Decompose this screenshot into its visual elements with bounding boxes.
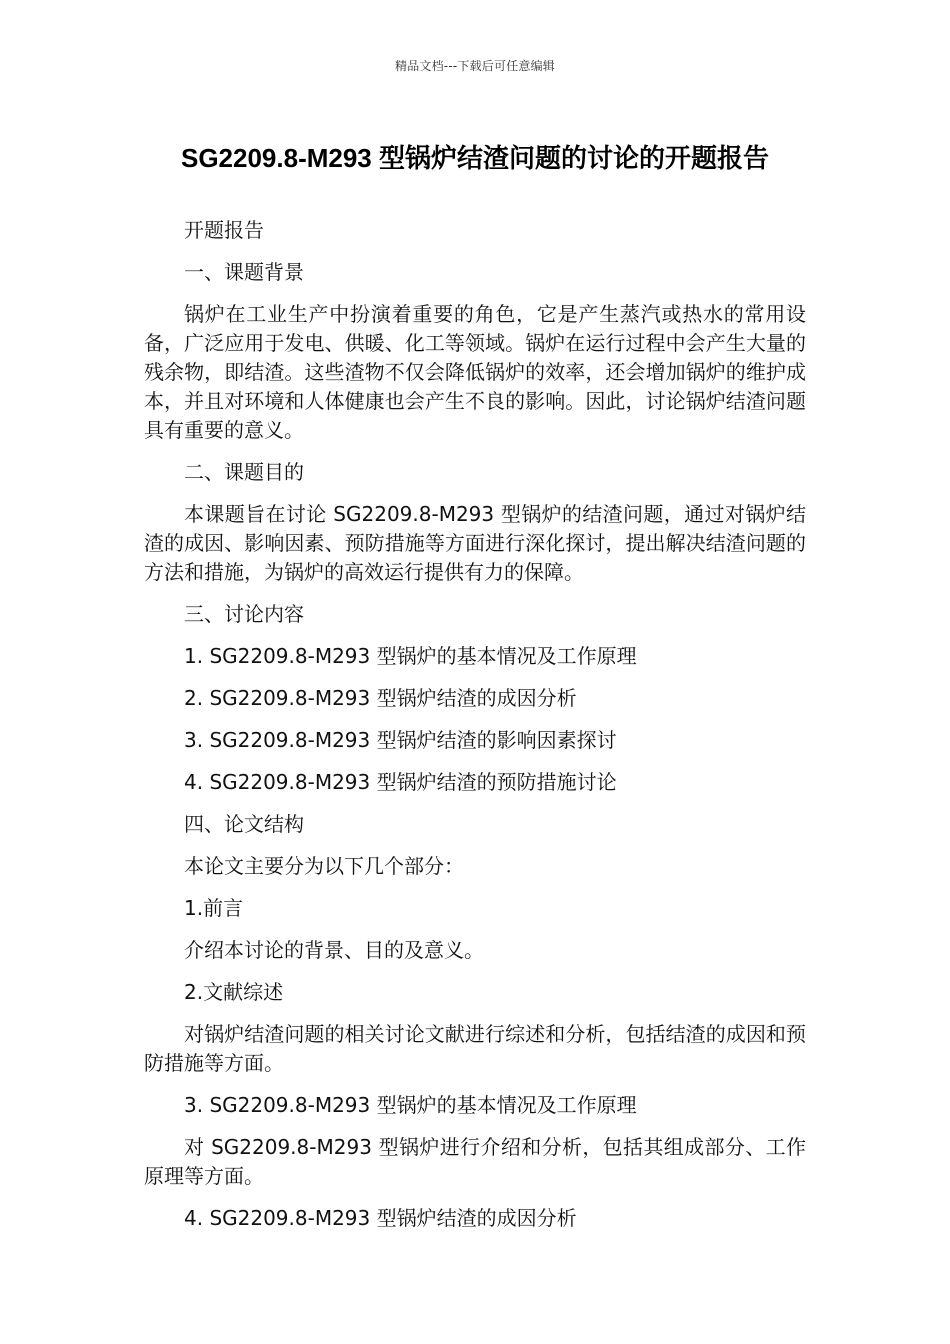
paragraph-basics: 对 SG2209.8-M293 型锅炉进行介绍和分析，包括其组成部分、工作原理等方面。: [144, 1135, 806, 1188]
section-heading-purpose: 二、课题目的: [184, 460, 304, 484]
document-body: [144, 216, 806, 1246]
structure-item-literature: 2.文献综述: [184, 980, 284, 1004]
content-item-3: 3. SG2209.8-M293 型锅炉结渣的影响因素探讨: [184, 728, 617, 752]
header-note: 精品文档---下载后可任意编辑: [395, 59, 555, 73]
content-item-2: 2. SG2209.8-M293 型锅炉结渣的成因分析: [184, 686, 577, 710]
paragraph-background: 锅炉在工业生产中扮演着重要的角色，它是产生蒸汽或热水的常用设备，广泛应用于发电、供暖、化工等领域。锅炉在运行过程中会产生大量的残余物，即结渣。这些渣物不仅会降低锅炉的效率，还会增加锅炉的维护成本，并且对环境和人体健康也会产生不良的影响。因此，讨论锅炉结渣问题具有重要的意义。: [144, 302, 806, 442]
heading-report: 开题报告: [184, 218, 264, 242]
content-item-1: 1. SG2209.8-M293 型锅炉的基本情况及工作原理: [184, 644, 637, 668]
structure-item-basics: 3. SG2209.8-M293 型锅炉的基本情况及工作原理: [184, 1093, 637, 1117]
section-heading-structure: 四、论文结构: [184, 812, 304, 836]
paragraph-purpose: 本课题旨在讨论 SG2209.8-M293 型锅炉的结渣问题，通过对锅炉结渣的成因、影响因素、预防措施等方面进行深化探讨，提出解决结渣问题的方法和措施，为锅炉的高效运行提供有力的保障。: [144, 502, 806, 584]
content-item-4: 4. SG2209.8-M293 型锅炉结渣的预防措施讨论: [184, 770, 617, 794]
paragraph-preface: 介绍本讨论的背景、目的及意义。: [184, 938, 484, 962]
structure-item-preface: 1.前言: [184, 896, 244, 920]
structure-item-causes: 4. SG2209.8-M293 型锅炉结渣的成因分析: [184, 1206, 577, 1230]
paragraph-structure-intro: 本论文主要分为以下几个部分：: [184, 854, 464, 878]
section-heading-content: 三、讨论内容: [184, 602, 304, 626]
paragraph-literature: 对锅炉结渣问题的相关讨论文献进行综述和分析，包括结渣的成因和预防措施等方面。: [144, 1022, 806, 1075]
section-heading-background: 一、课题背景: [184, 260, 304, 284]
document-title: SG2209.8-M293 型锅炉结渣问题的讨论的开题报告: [180, 143, 769, 173]
